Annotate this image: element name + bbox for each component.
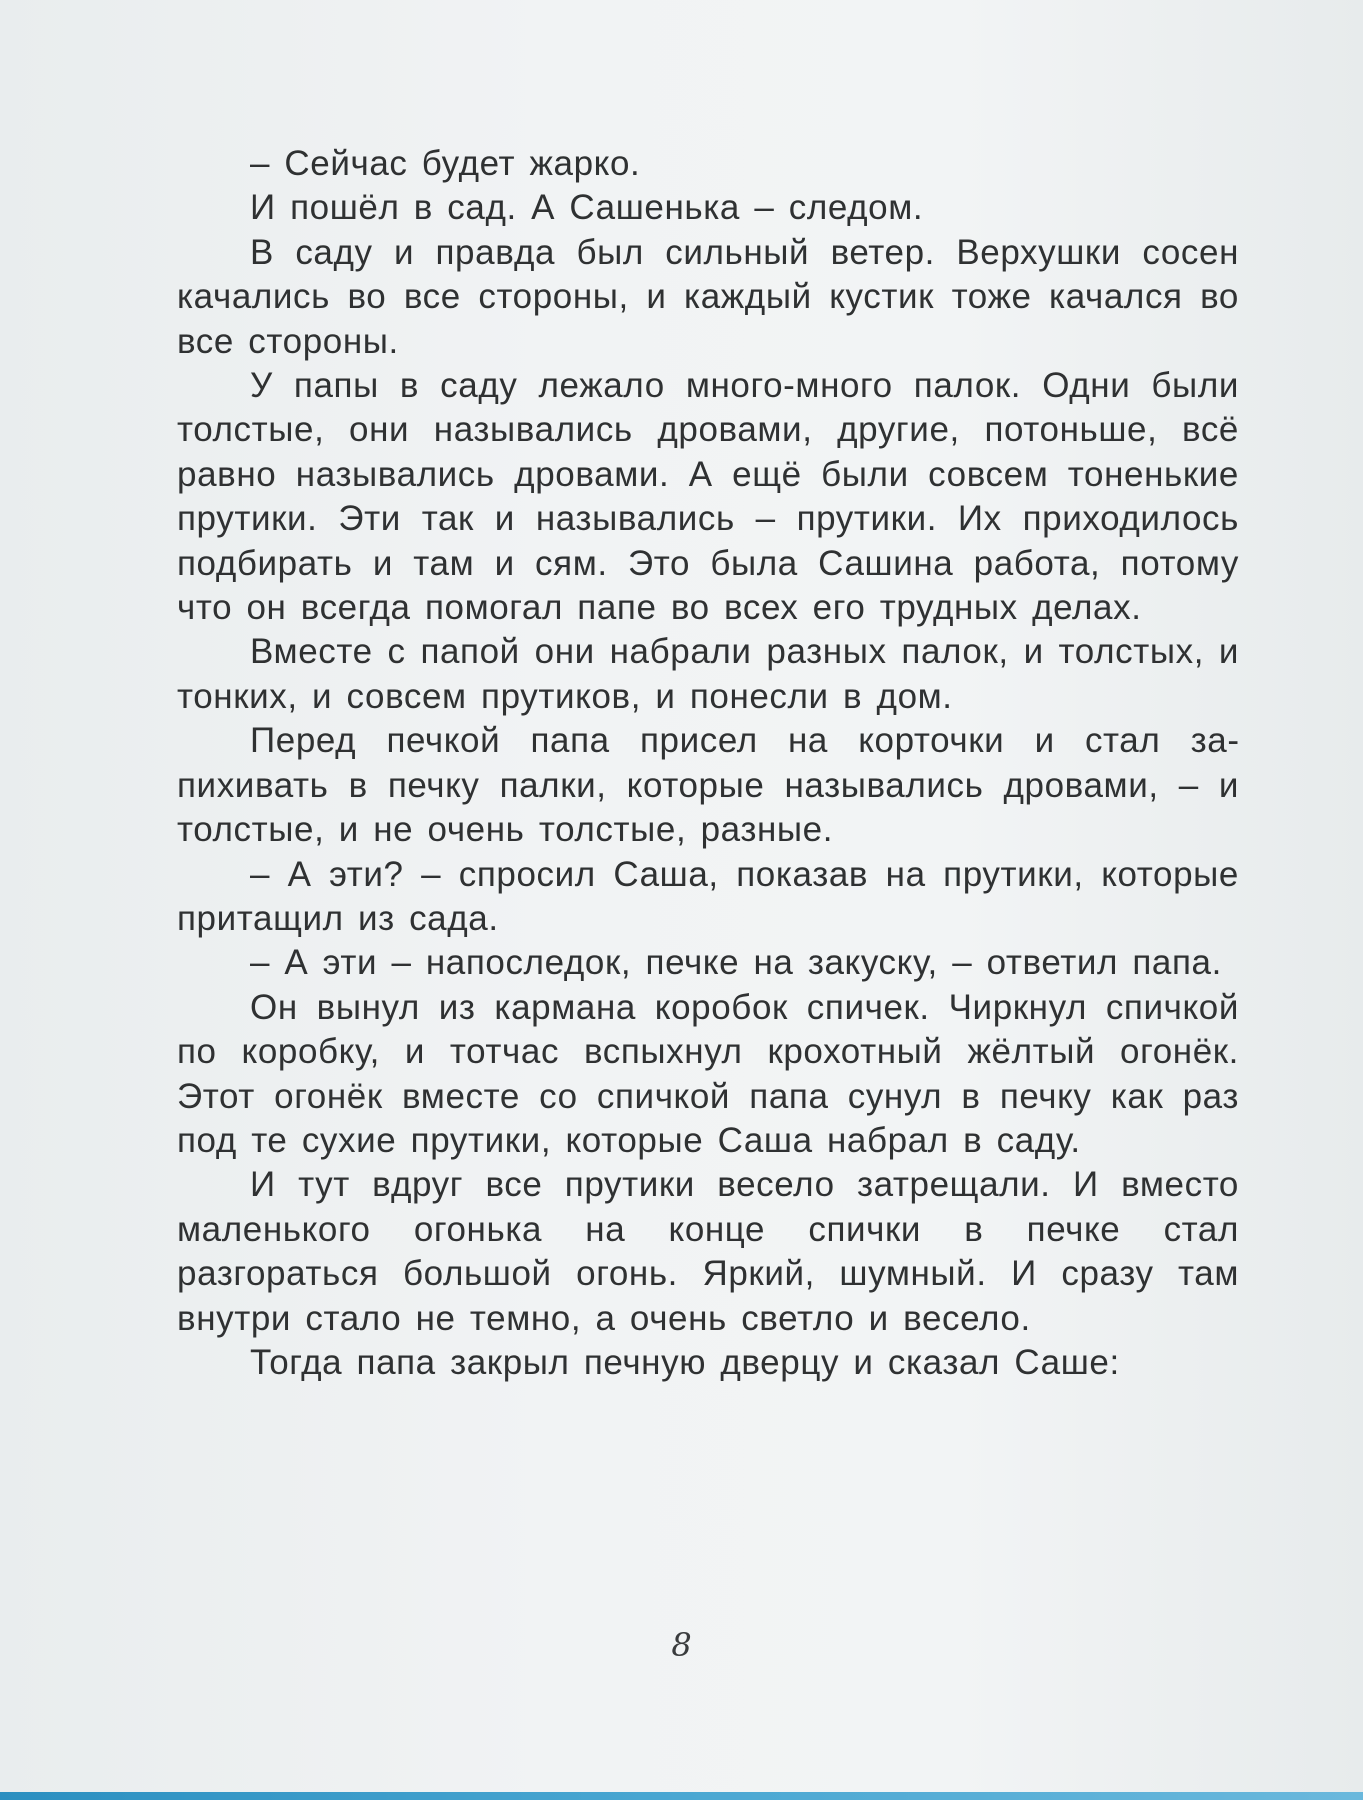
page-number: 8 bbox=[671, 1626, 692, 1664]
paragraph: В саду и правда был сильный ветер. Верхушки сосен качались во все стороны, и каждый кустик тоже качался во все стороны. bbox=[177, 232, 1239, 361]
paragraph: Вместе с папой они набрали разных палок, и толстых, и тонких, и совсем прутиков, и понесли в дом. bbox=[177, 632, 1239, 716]
paragraph: У папы в саду лежало много-много палок. Одни были толстые, они назывались дровами, другие, потоньше, всё равно назывались дровами. А ещё были совсем тоненькие прутики. Эти так и назывались – прутики. Их приходилось подбирать и там и сям. Это была Сашина работа, потому что он всегда помогал папе во всех его трудных делах. bbox=[177, 366, 1239, 628]
paragraph: Перед печкой папа присел на корточки и стал запихивать в печку палки, которые назывались дровами, – и толстые, и не очень толстые, разные. bbox=[177, 721, 1239, 850]
paragraph: И тут вдруг все прутики весело затрещали. И вместо маленького огонька на конце спички в печке стал разгораться большой огонь. Яркий, шумный. И сразу там внутри стало не темно, а очень светло и весело. bbox=[177, 1165, 1239, 1338]
story-text bbox=[177, 142, 1239, 1385]
paragraph: Он вынул из кармана коробок спичек. Чиркнул спичкой по коробку, и тотчас вспыхнул крохотный жёлтый огонёк. Этот огонёк вместе со спичкой папа сунул в печку как раз под те сухие прутики, которые Саша набрал в саду. bbox=[177, 987, 1239, 1160]
paragraph: – А эти – напоследок, печке на закуску, – ответил папа. bbox=[250, 943, 1222, 983]
cover-edge-strip bbox=[0, 1792, 1363, 1800]
paragraph: – Сейчас будет жарко. bbox=[250, 144, 641, 183]
paragraph: И пошёл в сад. А Сашенька – следом. bbox=[250, 188, 924, 228]
paragraph: – А эти? – спросил Саша, показав на прутики, которые притащил из сада. bbox=[177, 854, 1239, 938]
paragraph: Тогда папа закрыл печную дверцу и сказал Саше: bbox=[250, 1342, 1120, 1382]
